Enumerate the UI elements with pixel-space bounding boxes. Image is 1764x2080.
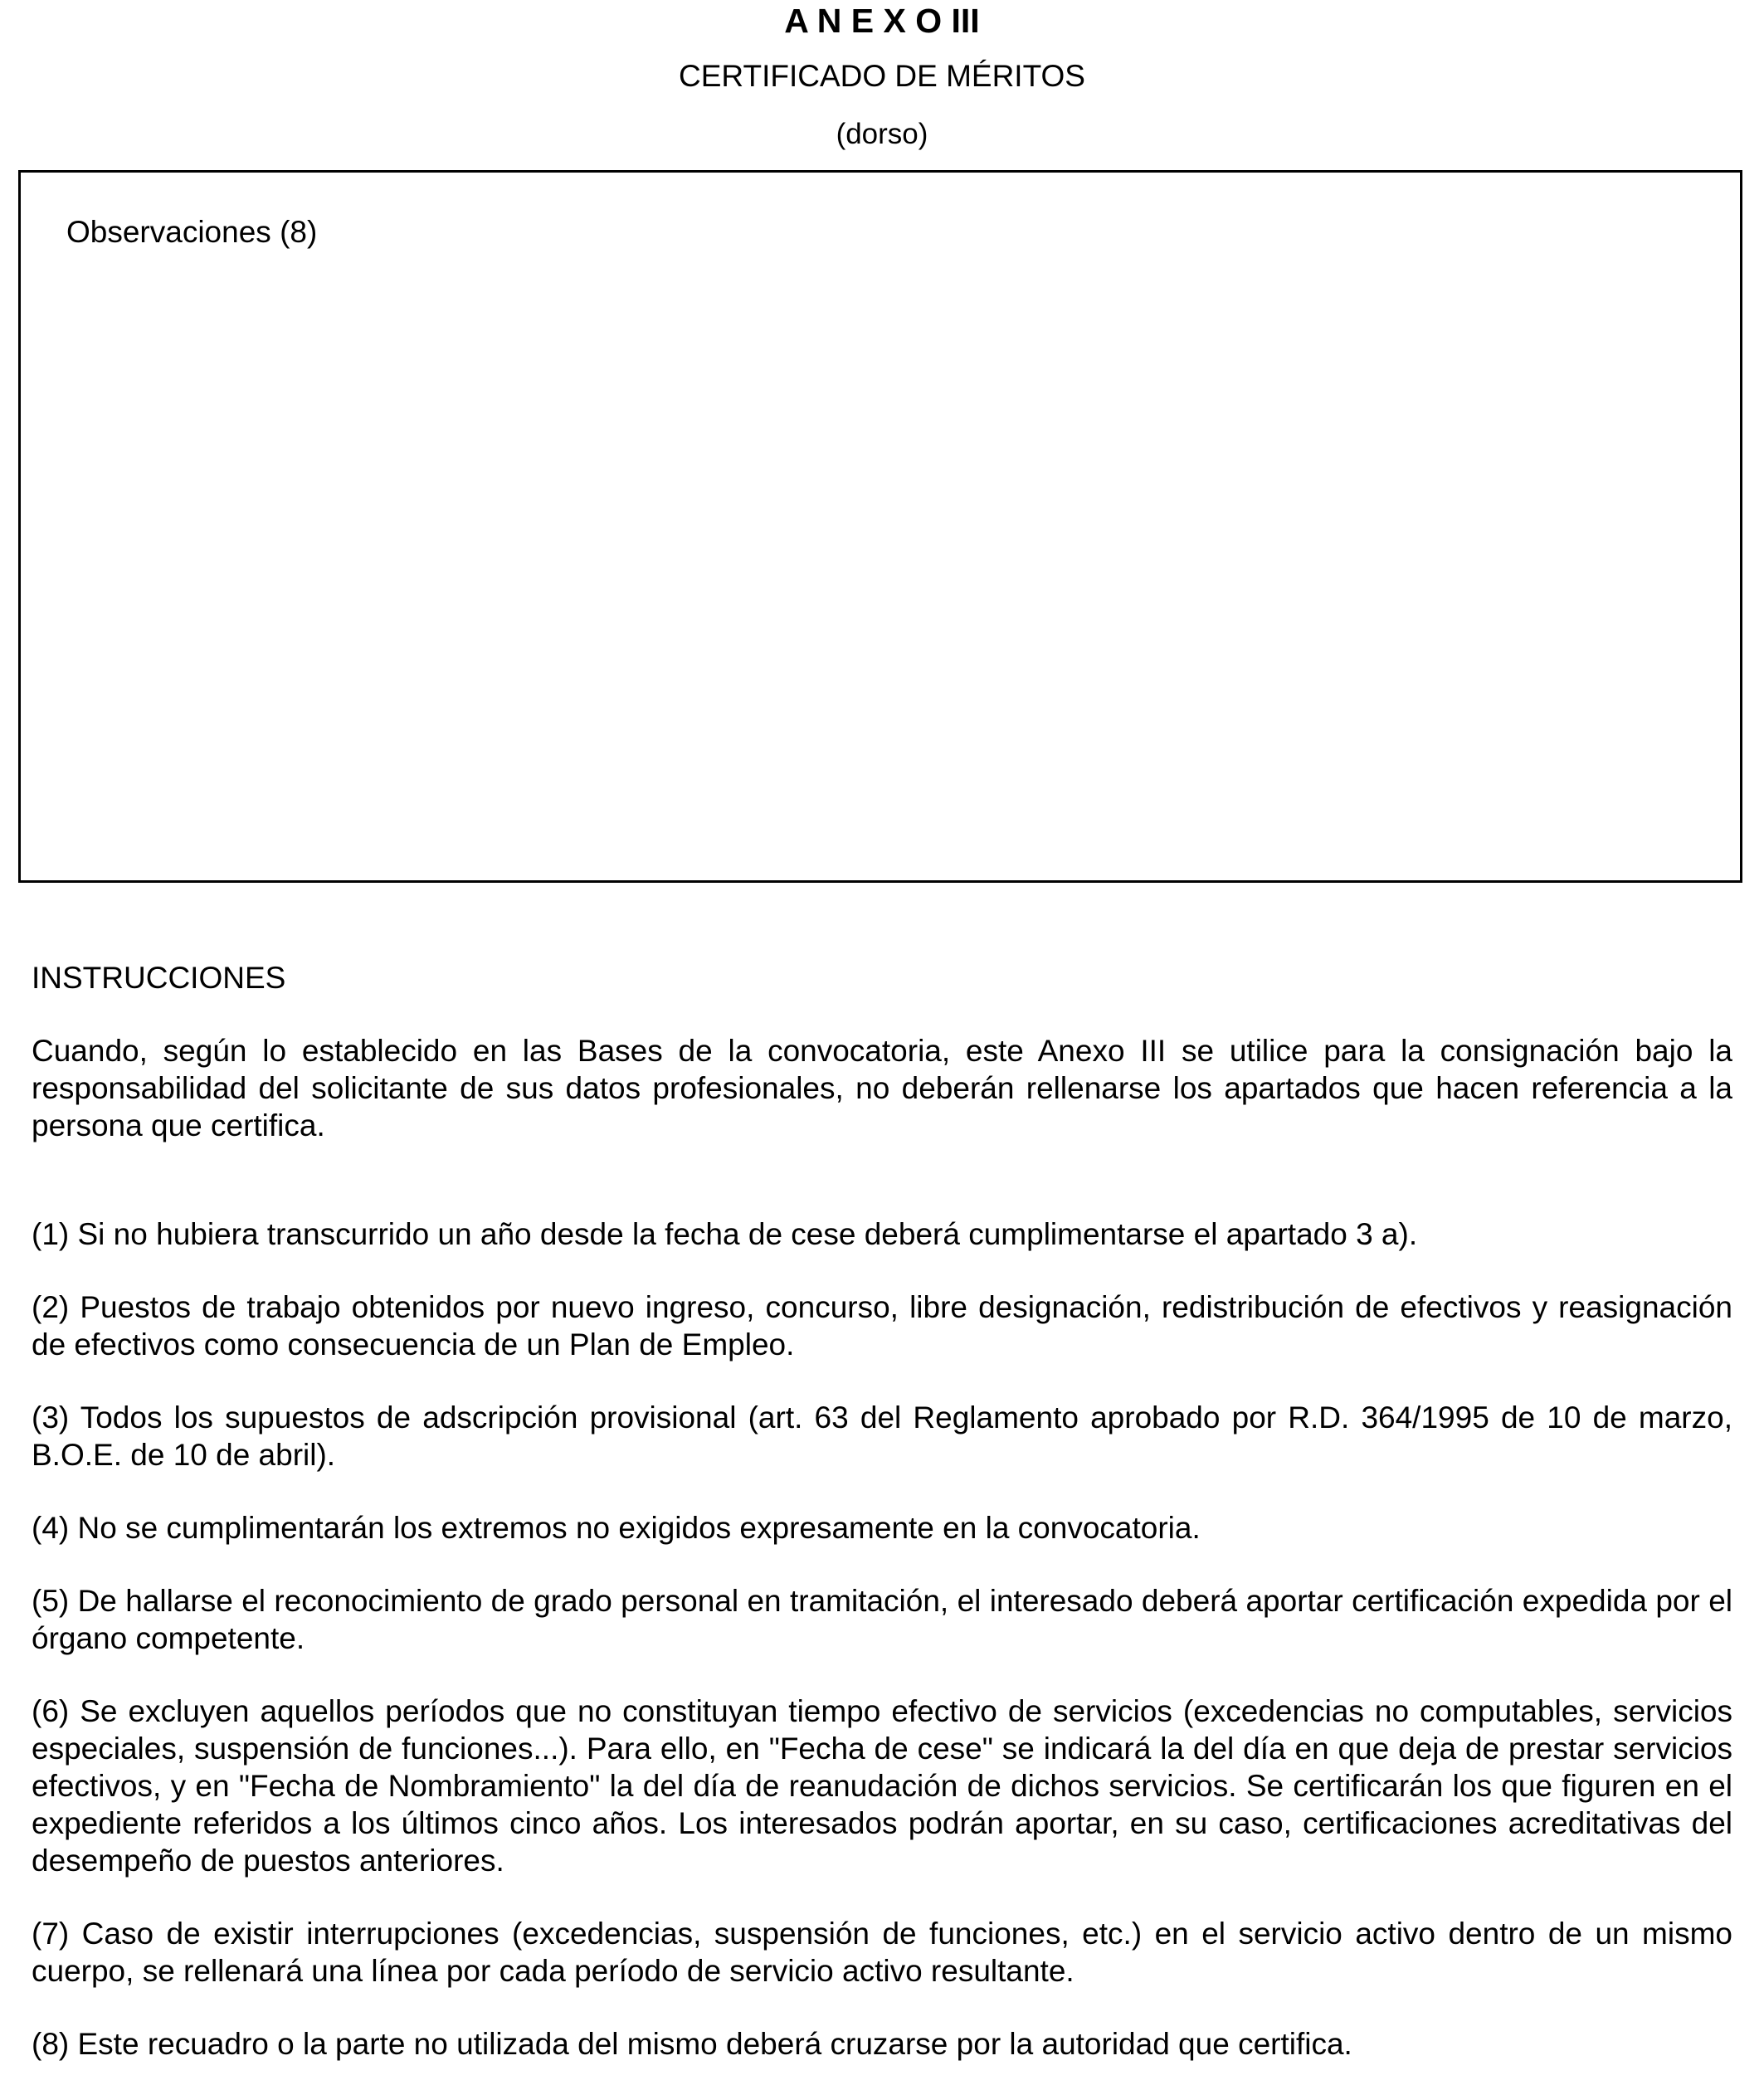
instruction-note-4: (4) No se cumplimentarán los extremos no exigidos expresamente en la convocatoria. bbox=[32, 1511, 1201, 1545]
instruction-note-3: (3) Todos los supuestos de adscripción provisional (art. 63 del Reglamento aprobado por R.D. 364/1995 de 10 de marzo, B.O.E. de 10 de abril). bbox=[32, 1400, 1732, 1472]
instructions-heading: INSTRUCCIONES bbox=[32, 961, 286, 995]
instruction-note-8: (8) Este recuadro o la parte no utilizada del mismo deberá cruzarse por la autoridad que certifica. bbox=[32, 2027, 1352, 2061]
instructions-section bbox=[32, 959, 1732, 2063]
instructions-intro: Cuando, según lo establecido en las Bases de la convocatoria, este Anexo III se utilice para la consignación bajo la responsabilidad del solicitante de sus datos profesionales, no deberán rellenarse los apartados que hacen referencia a la persona que certifica. bbox=[32, 1034, 1732, 1142]
annex-title: A N E X O III bbox=[784, 2, 980, 40]
certificate-title: CERTIFICADO DE MÉRITOS bbox=[679, 59, 1085, 93]
observations-label: Observaciones (8) bbox=[66, 215, 318, 249]
instruction-note-1: (1) Si no hubiera transcurrido un año desde la fecha de cese deberá cumplimentarse el apartado 3 a). bbox=[32, 1217, 1418, 1251]
instruction-note-5: (5) De hallarse el reconocimiento de grado personal en tramitación, el interesado deberá aportar certificación expedida por el órgano competente. bbox=[32, 1584, 1732, 1655]
page-side-label: (dorso) bbox=[836, 118, 928, 150]
instruction-note-2: (2) Puestos de trabajo obtenidos por nuevo ingreso, concurso, libre designación, redistribución de efectivos y reasignación de efectivos como consecuencia de un Plan de Empleo. bbox=[32, 1290, 1732, 1361]
instruction-note-7: (7) Caso de existir interrupciones (excedencias, suspensión de funciones, etc.) en el servicio activo dentro de un mismo cuerpo, se rellenará una línea por cada período de servicio activo resultante. bbox=[32, 1917, 1732, 1988]
observations-box[interactable] bbox=[18, 170, 1742, 883]
instruction-note-6: (6) Se excluyen aquellos períodos que no constituyan tiempo efectivo de servicios (excedencias no computables, servicios especiales, suspensión de funciones...). Para ello, en "Fecha de cese" se indicará la del día en que deja de prestar servicios efectivos, y en "Fecha de Nombramiento" la del día de reanudación de dichos servicios. Se certificarán los que figuren en el expediente referidos a los últimos cinco años. Los interesados podrán aportar, en su caso, certificaciones acreditativas del desempeño de puestos anteriores. bbox=[32, 1694, 1732, 1878]
